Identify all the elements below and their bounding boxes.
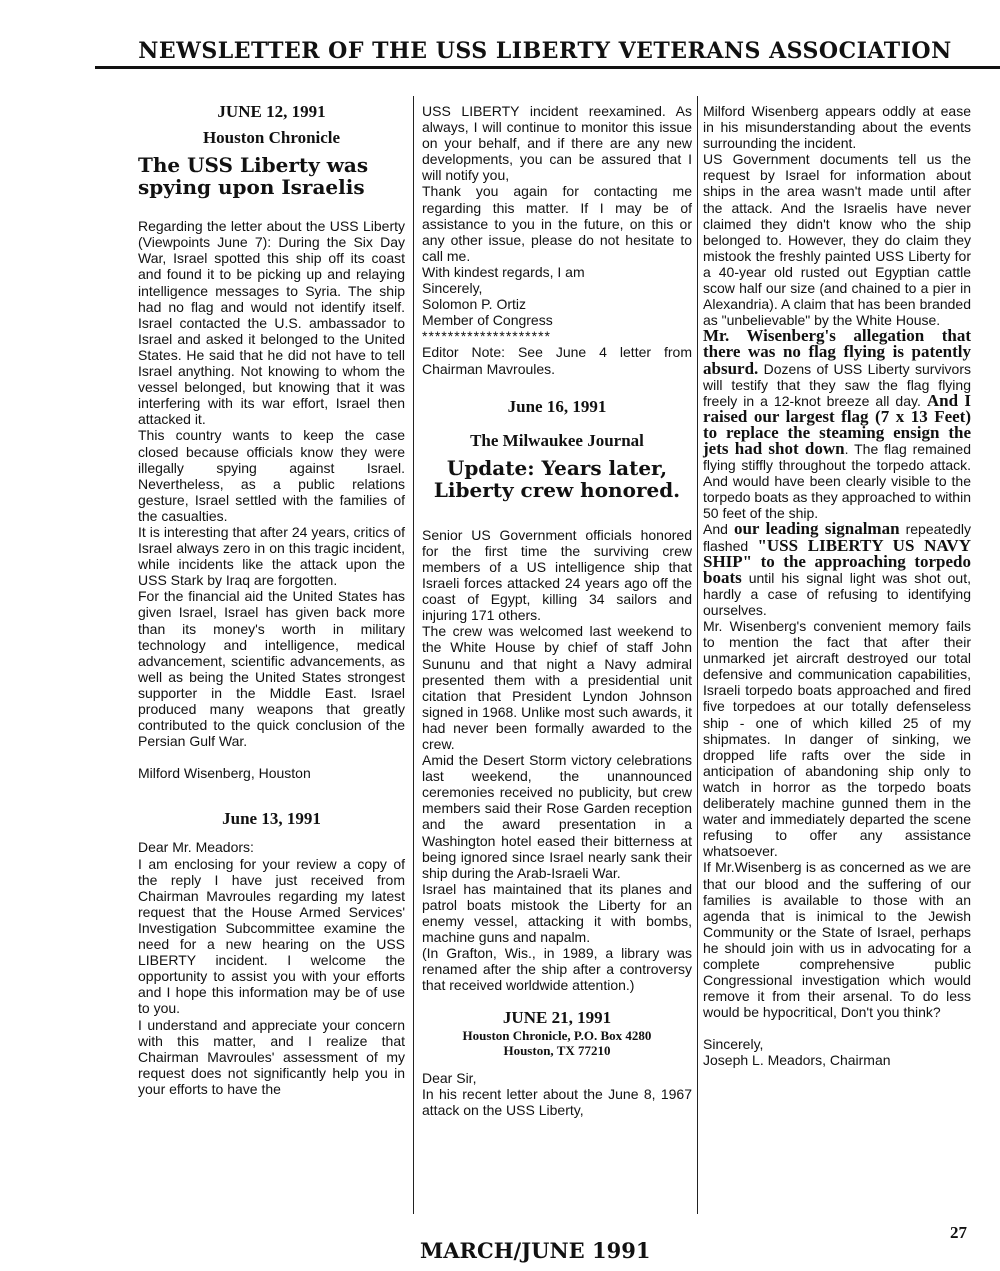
paragraph: It is interesting that after 24 years, critics of Israel always zero in on this tragic incident, while incidents like the attack upon the USS Stark by Iraq are forgotten. [138, 523, 405, 589]
body-text: repeatedly flashed [703, 521, 971, 554]
paragraph: US Government documents tell us the request by Israel for information about ships in the area wasn't made until after the attack. And the Israelis have never claimed they didn't know who the ship belonged to. However, they do claim they mistook the freshly painted USS Liberty for a 40-year old rusted out Egyptian cattle scow half our size (and chained to a pier in Alexandria). A claim that has been branded as "unbelievable" by the White House. [703, 151, 971, 329]
paragraph: For the financial aid the United States has given Israel, Israel has given back more than its money's worth in military technology and intelligence, medical advancement, scientific advancements, as well as being the United States strongest supporter in the Middle East. Israel produced many weapons that greatly contributed to the quick conclusion of the Persian Gulf War. [138, 588, 405, 750]
paragraph: I understand and appreciate your concern with this matter, and I realize that Chairman Mavroules' assessment of my request does not significantly help you in your efforts to have the [138, 1016, 405, 1097]
paragraph: In his recent letter about the June 8, 1967 attack on the USS Liberty, [422, 1085, 692, 1118]
column-2 [422, 96, 692, 1118]
masthead-title: NEWSLETTER OF THE USS LIBERTY VETERANS ASSOCIATION [138, 38, 952, 64]
article-date: JUNE 12, 1991 [217, 102, 326, 121]
salutation: Dear Mr. Meadors: [138, 839, 254, 856]
emphasis-text: our leading signalman [733, 519, 900, 539]
emphasis-text: And I raised our largest flag (7 x 13 Feet) to replace the steaming ensign the jets had shot down [703, 390, 972, 458]
column-1 [138, 96, 405, 1097]
article-source: The Milwaukee Journal [470, 430, 644, 450]
article-date: June 16, 1991 [507, 396, 607, 416]
article-headline: The USS Liberty was spying upon Israelis [138, 153, 369, 200]
masthead-rule [95, 66, 1000, 69]
emphasis-text: "USS LIBERTY US NAVY SHIP" to the approaching torpedo boats [703, 535, 971, 587]
paragraph: Mr. Wisenberg's convenient memory fails to mention the fact that after their unmarked jet aircraft destroyed our total defensive and communication capabilities, Israeli torpedo boats approached and fired five torpedoes at our totally defenseless ship - one of which killed 25 of my shipmates. In danger of sinking, we dropped life rafts over the side in anticipation of abandoning ship only to watch in horror as the torpedo boats deliberately machine gunned them in the water and immediately departed the scene refusing to offer any assistance whatsoever. [703, 618, 971, 860]
paragraph: Amid the Desert Storm victory celebrations last weekend, the unannounced ceremonies received no publicity, but crew members said their Rose Garden reception and the award presentation in a Washington hotel eased their bitterness at being ignored since Israel nearly sank their ship during the Arab-Israeli War. [422, 752, 692, 881]
paragraph: The crew was welcomed last weekend to the White House by chief of staff John Sununu and that night a Navy admiral presented them with a presidential unit citation that President Lyndon Johnson signed in 1968. Unlike most such awards, it had never been formally awarded to the crew. [422, 623, 692, 752]
paragraph: I am enclosing for your review a copy of the reply I have just received from Chairman Mavroules regarding my latest request that the House Armed Services' Investigation Subcommittee examine the need for a new hearing on the USS LIBERTY incident. I welcome the opportunity to assist you with your efforts and I hope this information may be of use to you. [138, 855, 405, 1017]
article-headline: Update: Years later, Liberty crew honored. [433, 455, 681, 502]
body-text: And [703, 521, 734, 538]
signature: Milford Wisenberg, Houston [138, 765, 311, 782]
paragraph: (In Grafton, Wis., in 1989, a library was renamed after the ship after a controversy that received worldwide attention.) [422, 945, 692, 994]
closing-line: With kindest regards, I am [422, 263, 585, 280]
column-divider-1 [413, 96, 414, 1214]
body-text: . The flag remained flying stiffly throughout the torpedo attack. And would have been clearly visible to the torpedo boats as they approached to within 50 feet of the ship. [703, 440, 971, 522]
paragraph: USS LIBERTY incident reexamined. As always, I will continue to monitor this issue on your behalf, and if there are any new developments, you can be assured that I will notify you, [422, 103, 692, 184]
article-date: JUNE 21, 1991 [502, 1007, 612, 1027]
page-number: 27 [950, 1223, 967, 1242]
article-source-address: Houston Chronicle, P.O. Box 4280 [462, 1027, 652, 1043]
column-3 [703, 96, 971, 1069]
body-text: Dozens of USS Liberty survivors will testify that they saw the flag flying freely in a 12-knot breeze all day. [703, 360, 971, 409]
editor-note: Editor Note: See June 4 letter from Chairman Mavroules. [422, 344, 692, 377]
paragraph: Israel has maintained that its planes and patrol boats mistook the Liberty for an enemy vessel, attacking it with bombs, machine guns and napalm. [422, 880, 692, 946]
issue-date: MARCH/JUNE 1991 [420, 1238, 651, 1263]
paragraph [703, 328, 971, 521]
paragraph: Thank you again for contacting me regarding this matter. If I may be of assistance to you in the future, on this or any other issue, please do not hesitate to call me. [422, 183, 692, 264]
article-source-city: Houston, TX 77210 [503, 1042, 611, 1058]
paragraph [703, 521, 971, 618]
emphasis-text: Mr. Wisenberg's allegation that there was no flag flying is patently absurd. [703, 326, 971, 378]
separator-stars: ******************** [422, 328, 551, 345]
signature-name: Joseph L. Meadors, Chairman [703, 1052, 891, 1069]
column-divider-2 [697, 96, 698, 1214]
closing-line: Sincerely, [422, 280, 483, 297]
salutation: Dear Sir, [422, 1069, 477, 1086]
body-text: until his signal light was shot out, hardly a case of refusing to identifying ourselves. [703, 569, 971, 618]
paragraph: Regarding the letter about the USS Liberty (Viewpoints June 7): During the Six Day War, Israel spotted this ship off its coast and found it to be picking up and relaying intelligence messages to Syria. The ship had no flag and would not identify itself. Israel contacted the U.S. ambassador to Israel and asked it belonged to the United States. He said that he did not have to tell Israel anything. Not knowing to whom the vessel belonged, but knowing that it was interfering with its war effort, Israel then attacked it. [138, 218, 405, 428]
paragraph: This country wants to keep the case closed because officials know they were illegally spying against Israel. Nevertheless, as a public relations gesture, Israel settled with the families of the casualties. [138, 427, 405, 524]
article-date: June 13, 1991 [222, 809, 321, 829]
paragraph: If Mr.Wisenberg is as concerned as we are that our blood and the suffering of our families is available to those with an agenda that is inimical to the Jewish Community or the State of Israel, perhaps he should join with us in advocating for a complete comprehensive public Congressional investigation which would remove it from their arsenal. To do less would be hypocritical, Don't you think? [703, 859, 971, 1021]
paragraph: Milford Wisenberg appears oddly at ease in his misunderstanding about the events surrounding the incident. [703, 103, 971, 152]
paragraph: Senior US Government officials honored for the first time the surviving crew members of a US intelligence ship that Israeli forces attacked 24 years ago off the coast of Egypt, killing 34 sailors and injuring 171 others. [422, 526, 692, 624]
closing-line: Sincerely, [703, 1036, 764, 1053]
article-source: Houston Chronicle [202, 128, 341, 148]
signature-name: Solomon P. Ortiz [422, 296, 527, 313]
signature-title: Member of Congress [422, 312, 553, 329]
